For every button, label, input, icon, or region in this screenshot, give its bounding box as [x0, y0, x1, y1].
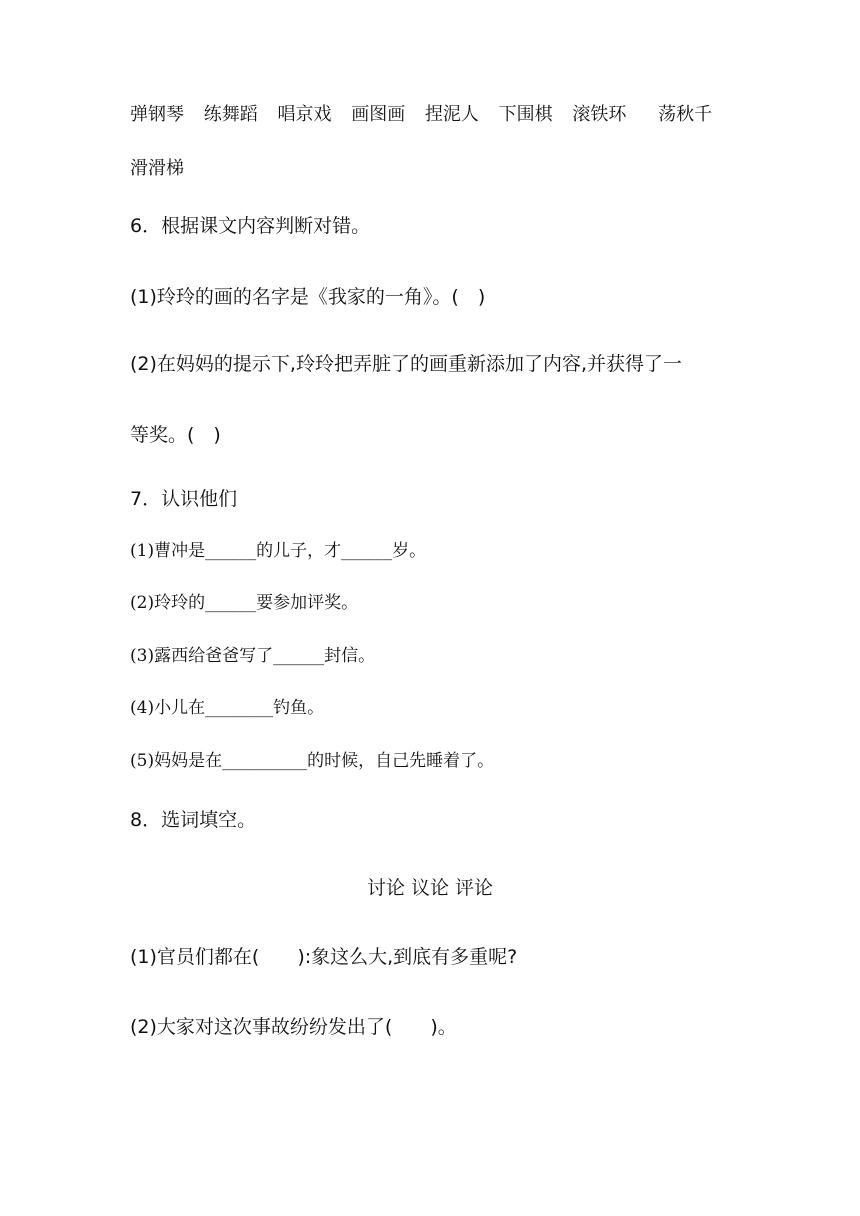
question-8-title: 8．选词填空。	[130, 809, 257, 831]
activity-word: 练舞蹈	[203, 104, 258, 125]
activity-word: 滚铁环	[572, 104, 627, 125]
question-7-item-4: (4)小儿在________钓鱼。	[130, 698, 325, 718]
question-7-item-3: (3)露西给爸爸写了______封信。	[130, 646, 376, 666]
activity-words-row2: 滑滑梯	[130, 158, 184, 179]
activity-word: 画图画	[351, 104, 406, 125]
activity-word: 捏泥人	[424, 104, 479, 125]
question-6-item-1: (1)玲玲的画的名字是《我家的一角》。( )	[130, 286, 486, 308]
question-7-item-5: (5)妈妈是在__________的时候，自己先睡着了。	[130, 751, 495, 771]
activity-words-row1	[130, 106, 726, 124]
activity-word: 荡秋千	[658, 104, 713, 125]
activity-word: 弹钢琴	[130, 104, 184, 125]
question-8-word-bank: 讨论 议论 评论	[366, 877, 494, 899]
question-6-title: 6．根据课文内容判断对错。	[130, 215, 371, 237]
question-6-item-2-line-1: (2)在妈妈的提示下,玲玲把弄脏了的画重新添加了内容,并获得了一	[130, 353, 682, 375]
question-7-item-2: (2)玲玲的______要参加评奖。	[130, 593, 359, 613]
question-7-title: 7．认识他们	[130, 488, 238, 510]
activity-word: 下围棋	[498, 104, 553, 125]
question-8-item-1: (1)官员们都在( ):象这么大,到底有多重呢?	[130, 946, 518, 968]
question-7-item-1: (1)曹冲是______的儿子，才______岁。	[130, 541, 427, 561]
activity-word: 唱京戏	[277, 104, 332, 125]
question-6-item-2-line-2: 等奖。( )	[130, 424, 221, 446]
question-8-item-2: (2)大家对这次事故纷纷发出了( )。	[130, 1016, 457, 1038]
